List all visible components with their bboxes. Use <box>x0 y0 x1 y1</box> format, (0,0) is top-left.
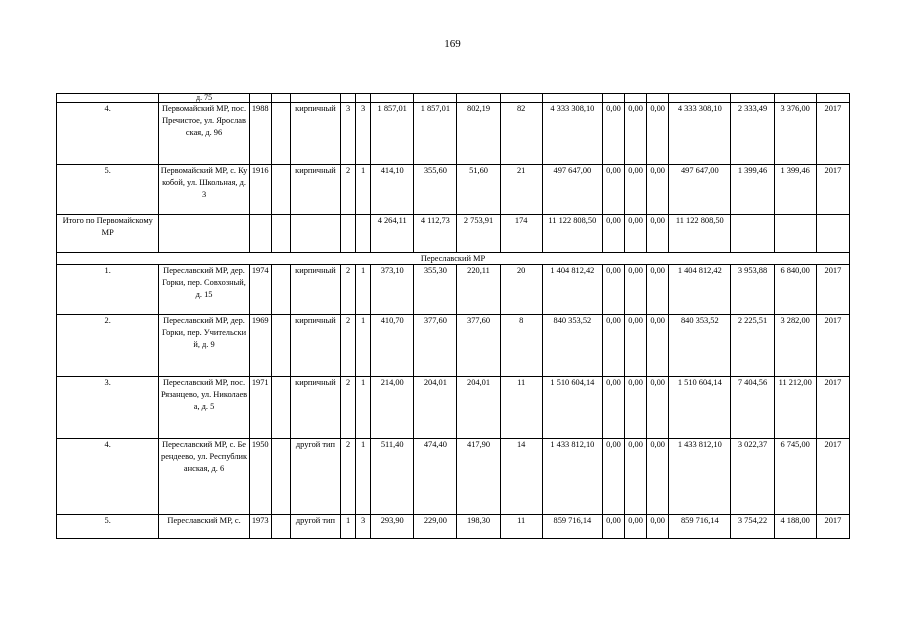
table-cell: 20 <box>500 265 542 315</box>
table-cell: 355,30 <box>414 265 457 315</box>
table-cell: 3 <box>356 103 371 165</box>
table-cell <box>271 215 290 253</box>
table-cell: 4 188,00 <box>774 515 816 539</box>
table-cell: 11 <box>500 377 542 439</box>
table-cell: 497 647,00 <box>669 165 731 215</box>
table-cell: 7 404,56 <box>731 377 774 439</box>
table-cell: 1 433 812,10 <box>669 439 731 515</box>
section-title: Переславский МР <box>57 253 850 265</box>
table-cell: 0,00 <box>647 439 669 515</box>
table-cell: 2 225,51 <box>731 315 774 377</box>
table-cell: д. 75 <box>159 94 249 103</box>
table-cell: 0,00 <box>602 439 624 515</box>
table-cell: 2 <box>341 165 356 215</box>
table-cell: 0,00 <box>625 165 647 215</box>
table-cell <box>271 439 290 515</box>
table-cell <box>414 94 457 103</box>
table-cell: 417,90 <box>457 439 500 515</box>
table-cell: 840 353,52 <box>542 315 602 377</box>
table-cell: 11 122 808,50 <box>542 215 602 253</box>
table-cell: 1. <box>57 265 159 315</box>
table-cell: 5. <box>57 515 159 539</box>
table-cell: 2017 <box>816 265 849 315</box>
table-cell: 2 <box>341 265 356 315</box>
table-cell: 2017 <box>816 165 849 215</box>
table-cell: Переславский МР, дер. Горки, пер. Учительский, д. 9 <box>159 315 249 377</box>
table-cell: 204,01 <box>414 377 457 439</box>
table-cell: 3 <box>356 515 371 539</box>
table-cell: 1916 <box>249 165 271 215</box>
table-cell: 2017 <box>816 377 849 439</box>
table-cell: 0,00 <box>625 439 647 515</box>
table-cell: 21 <box>500 165 542 215</box>
table-cell: 6 840,00 <box>774 265 816 315</box>
table-cell <box>542 94 602 103</box>
table-cell <box>341 215 356 253</box>
table-cell: 0,00 <box>602 165 624 215</box>
table-cell: 2 753,91 <box>457 215 500 253</box>
table-row <box>57 103 850 165</box>
table-cell: 0,00 <box>647 215 669 253</box>
table-cell: 511,40 <box>371 439 414 515</box>
table-cell: 1 <box>341 515 356 539</box>
table-cell: 3 953,88 <box>731 265 774 315</box>
table-cell: 1 404 812,42 <box>669 265 731 315</box>
table-cell <box>356 94 371 103</box>
table-cell: 497 647,00 <box>542 165 602 215</box>
table-cell: 0,00 <box>602 515 624 539</box>
section-header-row <box>57 253 850 265</box>
table-cell: 1988 <box>249 103 271 165</box>
table-cell: 0,00 <box>602 377 624 439</box>
table-cell: 4. <box>57 103 159 165</box>
table-cell: 1 <box>356 315 371 377</box>
table-cell: 174 <box>500 215 542 253</box>
table-cell <box>271 165 290 215</box>
table-cell <box>731 215 774 253</box>
table-cell: кирпичный <box>290 377 340 439</box>
table-cell <box>816 94 849 103</box>
table-cell: 355,60 <box>414 165 457 215</box>
table-cell: 220,11 <box>457 265 500 315</box>
table-cell: 2. <box>57 315 159 377</box>
table-cell: 373,10 <box>371 265 414 315</box>
table-cell: 204,01 <box>457 377 500 439</box>
table-cell <box>249 215 271 253</box>
table-cell: 0,00 <box>625 515 647 539</box>
table-row <box>57 377 850 439</box>
table-cell: Итого по Первомайскому МР <box>57 215 159 253</box>
table-cell: 1973 <box>249 515 271 539</box>
table-row <box>57 165 850 215</box>
table-cell: 0,00 <box>625 315 647 377</box>
table-cell: 11 212,00 <box>774 377 816 439</box>
table-cell: 1 404 812,42 <box>542 265 602 315</box>
table-cell: 3 282,00 <box>774 315 816 377</box>
table-cell: 229,00 <box>414 515 457 539</box>
table-cell: 1 857,01 <box>371 103 414 165</box>
table-cell <box>774 94 816 103</box>
table-cell <box>249 94 271 103</box>
table-cell: 1950 <box>249 439 271 515</box>
table-cell <box>356 215 371 253</box>
table-cell: 0,00 <box>647 377 669 439</box>
table-cell: 0,00 <box>647 103 669 165</box>
table-cell: 4 333 308,10 <box>542 103 602 165</box>
table-cell: 2017 <box>816 103 849 165</box>
table-cell: 859 716,14 <box>669 515 731 539</box>
table-cell: 1 <box>356 377 371 439</box>
table-cell: Переславский МР, пос. Рязанцево, ул. Николаева, д. 5 <box>159 377 249 439</box>
table-cell <box>500 94 542 103</box>
table-cell <box>371 94 414 103</box>
table-cell <box>647 94 669 103</box>
table-cell <box>816 215 849 253</box>
table-cell: 474,40 <box>414 439 457 515</box>
table-row <box>57 94 850 103</box>
table-cell: 4 112,73 <box>414 215 457 253</box>
table-row <box>57 439 850 515</box>
table-cell: 82 <box>500 103 542 165</box>
table-cell: 2017 <box>816 515 849 539</box>
table-cell: Переславский МР, дер. Горки, пер. Совхозный, д. 15 <box>159 265 249 315</box>
table-cell: 377,60 <box>414 315 457 377</box>
table-row <box>57 265 850 315</box>
table-cell <box>271 265 290 315</box>
table-cell: 3 <box>341 103 356 165</box>
table-cell <box>159 215 249 253</box>
table-cell: другой тип <box>290 439 340 515</box>
page-number: 169 <box>444 38 461 50</box>
table-cell: 0,00 <box>625 265 647 315</box>
table-cell: 8 <box>500 315 542 377</box>
register-table <box>56 93 850 539</box>
table-row <box>57 515 850 539</box>
table-cell <box>457 94 500 103</box>
table-cell: 2 333,49 <box>731 103 774 165</box>
table-cell: 1 857,01 <box>414 103 457 165</box>
table-cell: 11 <box>500 515 542 539</box>
table-cell <box>669 94 731 103</box>
table-cell: 1969 <box>249 315 271 377</box>
table-row <box>57 315 850 377</box>
table-cell: 214,00 <box>371 377 414 439</box>
table-cell <box>271 377 290 439</box>
table-cell: 2017 <box>816 315 849 377</box>
table-cell: Переславский МР, с. <box>159 515 249 539</box>
table-cell: 3 022,37 <box>731 439 774 515</box>
table-cell <box>602 94 624 103</box>
table-cell: 4 264,11 <box>371 215 414 253</box>
table-cell: 1 <box>356 439 371 515</box>
table-cell: 3 754,22 <box>731 515 774 539</box>
table-cell: другой тип <box>290 515 340 539</box>
table-cell: 1 433 812,10 <box>542 439 602 515</box>
table-cell: 840 353,52 <box>669 315 731 377</box>
table-cell <box>271 315 290 377</box>
table-cell: 5. <box>57 165 159 215</box>
table-cell: Первомайский МР, с. Кукобой, ул. Школьная, д. 3 <box>159 165 249 215</box>
table-cell: 293,90 <box>371 515 414 539</box>
table-cell: 0,00 <box>602 215 624 253</box>
table-cell: 1 399,46 <box>774 165 816 215</box>
table-cell: 2017 <box>816 439 849 515</box>
table-cell: 3 376,00 <box>774 103 816 165</box>
table-cell <box>290 94 340 103</box>
table-cell: 0,00 <box>602 265 624 315</box>
table-cell: 0,00 <box>602 315 624 377</box>
table-cell <box>774 215 816 253</box>
table-cell: 2 <box>341 439 356 515</box>
table-cell: 1 <box>356 265 371 315</box>
table-cell: 0,00 <box>647 265 669 315</box>
table-cell: 859 716,14 <box>542 515 602 539</box>
table-cell: кирпичный <box>290 315 340 377</box>
table-cell: 14 <box>500 439 542 515</box>
table-cell: 1971 <box>249 377 271 439</box>
table-cell: 1974 <box>249 265 271 315</box>
table-cell: Первомайский МР, пос. Пречистое, ул. Ярославская, д. 96 <box>159 103 249 165</box>
table-cell <box>731 94 774 103</box>
table-cell: 2 <box>341 315 356 377</box>
table-cell: кирпичный <box>290 103 340 165</box>
table-cell: кирпичный <box>290 165 340 215</box>
table-cell: 0,00 <box>625 215 647 253</box>
table-cell <box>271 94 290 103</box>
table-cell: 1 <box>356 165 371 215</box>
table-cell: 1 510 604,14 <box>542 377 602 439</box>
table-cell: 802,19 <box>457 103 500 165</box>
table-cell: 4. <box>57 439 159 515</box>
table-cell: 1 399,46 <box>731 165 774 215</box>
table-cell: 2 <box>341 377 356 439</box>
table-cell: Переславский МР, с. Берендеево, ул. Республиканская, д. 6 <box>159 439 249 515</box>
table-cell: 6 745,00 <box>774 439 816 515</box>
table-cell: 0,00 <box>647 165 669 215</box>
table-cell: 0,00 <box>625 377 647 439</box>
table-cell: 1 510 604,14 <box>669 377 731 439</box>
table-cell: 377,60 <box>457 315 500 377</box>
table-cell: 0,00 <box>647 515 669 539</box>
table-cell <box>625 94 647 103</box>
table-cell <box>57 94 159 103</box>
table-cell: 198,30 <box>457 515 500 539</box>
table-cell: 410,70 <box>371 315 414 377</box>
table-cell <box>290 215 340 253</box>
table-cell: 4 333 308,10 <box>669 103 731 165</box>
table-cell <box>341 94 356 103</box>
table-cell: 0,00 <box>625 103 647 165</box>
total-row <box>57 215 850 253</box>
table-cell: 51,60 <box>457 165 500 215</box>
table-cell: 0,00 <box>647 315 669 377</box>
table-cell <box>271 515 290 539</box>
table-cell: 3. <box>57 377 159 439</box>
table-cell: 11 122 808,50 <box>669 215 731 253</box>
table-cell: 414,10 <box>371 165 414 215</box>
table-cell: 0,00 <box>602 103 624 165</box>
table-cell <box>271 103 290 165</box>
table-cell: кирпичный <box>290 265 340 315</box>
